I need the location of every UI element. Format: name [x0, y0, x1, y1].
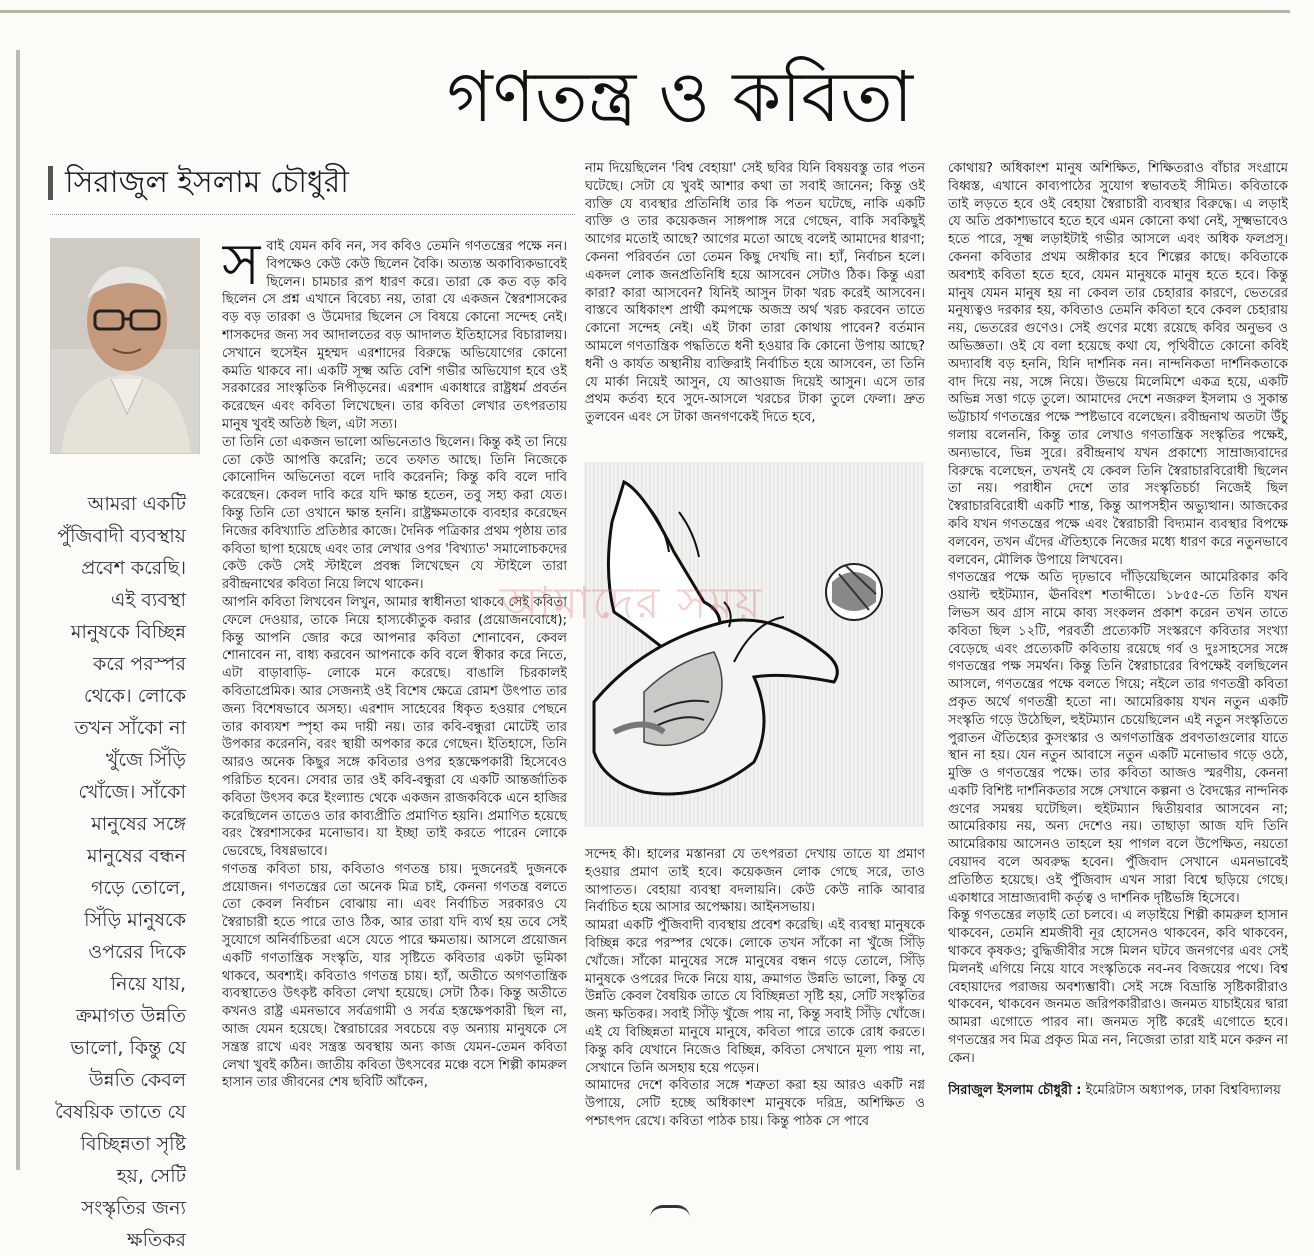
col1-paragraph: তা তিনি তো একজন ভালো অভিনেতাও ছিলেন। কিন্তু কই তা নিয়ে তো কেউ আপত্তি করেনি; তবে তফাত আছে। তিনি নিজেকে কোনোদিন অভিনেতা বলে দাবি করেননি; কিন্তু কবি বলে দাবি করেছেন। কেবল দাবি করে যদি ক্ষান্ত হতেন, তবু সহ্য করা যেত। কিন্তু তিনি তো ওখানে ক্ষান্ত হননি। রাষ্ট্রক্ষমতাকে ব্যবহার করেছেন নিজের কবিখ্যাতি প্রতিষ্ঠার কাজে। দৈনিক পত্রিকার প্রথম পৃষ্ঠায় তার কবিতা ছাপা হয়েছে এবং তার লেখার ওপর 'বিখ্যাত' সমালোচকদের কেউ কেউ সেই স্টাইলে প্রবন্ধ লিখেছেন যে স্টাইলে তারা রবীন্দ্রনাথের কবিতা নিয়ে লিখে থাকেন।	[222, 434, 567, 593]
col1-paragraph: বাই যেমন কবি নন, সব কবিও তেমনি গণতন্ত্রের পক্ষে নন। বিপক্ষেও কেউ কেউ ছিলেন বৈকি। অত্যন্ত অকাব্যিকভাবেই ছিলেন। চামচার রূপ ধারণ করে। তারা কে কত বড় কবি ছিলেন সে প্রশ্ন এখানে বিবেচ্য নয়, তারা যে একজন স্বৈরশাসকের বড় বড় তারকা ও উমেদার ছিলেন সে বিষয়ে কোনো সন্দেহ নেই। শাসকদের জন্য সব আদালতের বড় আদালত ইতিহাসের বিচারালয়। সেখানে হুসেইন মুহম্মদ এরশাদের বিরুদ্ধে অভিযোগের কোনো কমতি থাকবে না। একটি সূক্ষ্ম অতি বেশি গভীর অভিযোগ হবে ওই সরকারের সাংস্কৃতিক নিপীড়নের। এরশাদ একাধারে রাষ্ট্রধর্ম প্রবর্তন করেছেন এবং কবিতা লিখেছেন। তার কবিতা লেখার তৎপরতায় মানুষ খুবই অতিষ্ঠ ছিল, এটা সত্য।	[222, 239, 567, 432]
col2-paragraph: আমাদের দেশে কবিতার সঙ্গে শত্রুতা করা হয় আরও একটি নগ্ন উপায়ে, সেটি হচ্ছে অধিকাংশ মানুষকে দরিদ্র, অশিক্ষিত ও পশ্চাৎপদ রেখে। কবিতা পাঠক চায়। কিন্তু পাঠক সে পাবে	[585, 1078, 925, 1129]
watermark: আমাদের সময়	[500, 578, 763, 629]
byline-bar	[48, 166, 53, 200]
left-margin-rule	[16, 50, 20, 1170]
drop-cap: স	[222, 238, 261, 298]
article-column-1	[222, 238, 567, 1188]
author-name: সিরাজুল ইসলাম চৌধুরী	[65, 164, 349, 200]
page-footer-mark	[650, 1205, 690, 1218]
col2-paragraph: নাম দিয়েছিলেন 'বিশ্ব বেহায়া' সেই ছবির যিনি বিষয়বস্তু তার পতন ঘটেছে। সেটা যে খুবই আশার কথা তা সবাই জানেন; কিন্তু ওই ব্যক্তি যে ব্যবস্থার প্রতিনিধি তার কি পতন ঘটেছে, নাকি একটি ব্যক্তি ও তার কয়েকজন সাঙ্গপাঙ্গ সরে গেছেন, বাকি সবকিছুই আগের মতোই আছে? আগের মতো আছে বলেই আমাদের ধারণা; কেননা পরিবর্তন তো তেমন কিছু দেখছি না। হ্যাঁ, নির্বাচন হলে। একদল লোক জনপ্রতিনিধি হয়ে আসবেন সেটাও ঠিক। কিন্তু এরা কারা? কারা আসবেন? যিনিই আসুন টাকা খরচ করেই আসবেন। বাস্তবে অধিকাংশ প্রার্থী কমপক্ষে অজস্র অর্থ খরচ করবেন তাতে কোনো সন্দেহ নেই। এই টাকা তারা কোথায় পাবেন? বর্তমান আমলে গণতান্ত্রিক পদ্ধতিতে ধনী হওয়ার কি কোনো উপায় আছে? ধনী ও কার্যত অস্থানীয় ব্যক্তিরাই নির্বাচিত হয়ে আসবেন, তা তিনি যে মার্কা নিয়েই আসুন, যে আওয়াজ দিয়েই আসুন। এসে তার প্রথম কর্তব্য হবে সুদে-আসলে খরচের টাকা তুলে ফেলা। দ্রুত তুলবেন এবং সে টাকা জনগণকেই দিতে হবে,	[585, 161, 925, 426]
top-rule	[0, 10, 1290, 13]
byline	[48, 158, 568, 208]
author-note-name: সিরাজুল ইসলাম চৌধুরী :	[948, 1082, 1082, 1098]
col3-paragraph: কিন্তু গণতন্ত্রের লড়াই তো চলবে। এ লড়াইয়ে শিল্পী কামরুল হাসান থাকবেন, তেমনি শ্রমজীবী নূর হোসেনও থাকবেন, কবি থাকবেন, থাকবে কৃষকও; বুদ্ধিজীবীর সঙ্গে মিলন ঘটবে জনগণের এবং সেই মিলনই এগিয়ে নিয়ে যাবে সংস্কৃতিকে নব-নব বিজয়ের পথে। বিশ্ব বেহায়াদের পরাজয় অবশ্যম্ভাবী। সেই সঙ্গে বিভ্রান্তি সৃষ্টিকারীরাও থাকবেন, থাকবেন জনমত জরিপকারীরাও। জনমত যাচাইয়ের দ্বারা আমরা এগোতে পারব না। জনমত সৃষ্টি করেই এগোতে হবে। গণতন্ত্রের সব মিত্র প্রকৃত মিত্র নন, নিজেরা তারা যাই মনে করুন না কেন।	[948, 908, 1288, 1066]
hands-illustration	[584, 462, 924, 827]
col3-paragraph: কোথায়? অধিকাংশ মানুষ অশিক্ষিত, শিক্ষিতরাও বাঁচার সংগ্রামে বিধ্বস্ত, এখানে কাব্যপাঠের সুযোগ স্বভাবতই সীমিত। কবিতাকে তাই লড়তে হবে ওই বেহায়া স্বৈরাচারী ব্যবস্থার বিরুদ্ধে। এ লড়াই যে অতি প্রকাশ্যভাবে হতে হবে এমন কোনো কথা নেই, সূক্ষ্মভাবেও হতে পারে, সূক্ষ্ম লড়াইটাই গভীর আসলে এবং অধিক ফলপ্রসূ। কেননা কবিতার প্রথম অঙ্গীকার হবে শিল্পের কাছে। কবিতাকে অবশ্যই কবিতা হতে হবে, যেমন মানুষকে মানুষ হতে হবে। কিন্তু মানুষ যেমন মানুষ হয় না কেবল তার চেহারার কারণে, ভেতরের মনুষ্যত্বও দরকার হয়, কবিতাও তেমনি কবিতা হবে কেবল চেহারায় নয়, ভেতরের গুণেও। সেই গুণের মধ্যে রয়েছে কবির অনুভব ও অভিজ্ঞতা। ওই যে বলা হয়েছে কথা যে, পৃথিবীতে কোনো কবিই অদ্যাবধি বড় হননি, যিনি দার্শনিক নন। নান্দনিকতা দার্শনিকতাকে বাদ দিয়ে নয়, সঙ্গে নিয়ে। উভয়ে মিলেমিশে একত্র হয়ে, একটি অভিন্ন সত্তা গড়ে তুলে। আমাদের দেশে নজরুল ইসলাম ও সুকান্ত ভট্টাচার্য গণতন্ত্রের পক্ষে স্পষ্টভাবে বলেছেন। রবীন্দ্রনাথ অতটা উঁচু গলায় বলেননি, কিন্তু তার লেখাও গণতান্ত্রিক সংস্কৃতির পক্ষেই, অন্যভাবে, ভিন্ন সুরে। রবীন্দ্রনাথ যখন প্রকাশ্যে সাম্রাজ্যবাদের বিরুদ্ধে বলেছেন, তখনই যে কেবল তিনি স্বৈরাচারবিরোধী ছিলেন তা নয়। পরাধীন দেশে তার সংস্কৃতিচর্চা নিজেই ছিল স্বৈরাচারবিরোধী একটি শান্ত, কিন্তু আপসহীন অভ্যুত্থান। আজকের কবি যখন গণতন্ত্রের পক্ষে এবং স্বৈরাচারী বিদ্যমান ব্যবস্থার বিপক্ষে বলবেন, তখন এঁদের ঐতিহ্যকে নিজের মধ্যে ধারণ করে নতুনভাবে বলবেন, মৌলিক উপায়ে লিখবেন।	[948, 161, 1288, 568]
col2-paragraph: সন্দেহ কী। হালের মস্তানরা যে তৎপরতা দেখায় তাতে যা প্রমাণ হওয়ার প্রমাণ তাই হবে। কয়েকজন লোক গেছে সরে, তাও আপাতত। বেহায়া ব্যবস্থা বদলায়নি। কেউ কেউ নাকি আবার নির্বাচিত হয়ে আসার অপেক্ষায়। আইনসভায়।	[585, 847, 925, 916]
headline: গণতন্ত্র ও কবিতা	[446, 56, 914, 138]
article-column-3	[948, 160, 1288, 1155]
author-note-desc: ইমেরিটাস অধ্যাপক, ঢাকা বিশ্ববিদ্যালয়	[1085, 1082, 1281, 1098]
col2-paragraph: আমরা একটি পুঁজিবাদী ব্যবস্থায় প্রবেশ করেছি। এই ব্যবস্থা মানুষকে বিচ্ছিন্ন করে পরস্পর থেকে। লোকে তখন সাঁকো না খুঁজে সিঁড়ি খোঁজে। সাঁকো মানুষের সঙ্গে মানুষের বন্ধন গড়ে তোলে, সিঁড়ি মানুষকে ওপরের দিকে নিয়ে যায়, ক্রমাগত উন্নতি ভালো, কিন্তু যে উন্নতি কেবল বৈষয়িক তাতে যে বিচ্ছিন্নতা সৃষ্টি হয়, সেটি সংস্কৃতির জন্য ক্ষতিকর। সবাই সিঁড়ি খুঁজে পায় না, কিন্তু সবাই সিঁড়ি খোঁজে। এই যে বিচ্ছিন্নতা মানুষে মানুষে, কবিতা পারে তাকে রোধ করতে। কিন্তু কবি যেখানে নিজেও বিচ্ছিন্ন, কবিতা সেখানে মূল্য পায় না, সেখানে তিনি অসহায় হয়ে পড়েন।	[585, 918, 925, 1076]
hands-artwork	[584, 462, 924, 827]
pull-quote: আমরা একটি পুঁজিবাদী ব্যবস্থায় প্রবেশ করেছি। এই ব্যবস্থা মানুষকে বিচ্ছিন্ন করে পরস্পর থেকে। লোকে তখন সাঁকো না খুঁজে সিঁড়ি খোঁজে। সাঁকো মানুষের সঙ্গে মানুষের বন্ধন গড়ে তোলে, সিঁড়ি মানুষকে ওপরের দিকে নিয়ে যায়, ক্রমাগত উন্নতি ভালো, কিন্তু যে উন্নতি কেবল বৈষয়িক তাতে যে বিচ্ছিন্নতা সৃষ্টি হয়, সেটি সংস্কৃতির জন্য ক্ষতিকর	[54, 493, 186, 1251]
article-column-2-top	[585, 160, 925, 445]
col1-paragraph: গণতন্ত্র কবিতা চায়, কবিতাও গণতন্ত্র চায়। দুজনেরই দুজনকে প্রয়োজন। গণতন্ত্রের তো অনেক মিত্র চাই, কেননা গণতন্ত্র বলতে তো কেবল নির্বাচন বোঝায় না। এবং নির্বাচিত সরকারও যে স্বৈরাচারী হতে পারে তাও ঠিক, আর তারা যদি ব্যর্থ হয় তবে সেই সুযোগে অনির্বাচিতরা এসে যেতে পারে ক্ষমতায়। আসলে প্রয়োজন একটি গণতান্ত্রিক সংস্কৃতি, যার সৃষ্টিতে কবিতার একটা ভূমিকা থাকবে, অবশ্যই। কবিতাও গণতন্ত্র চায়। হ্যাঁ, অতীতে অগণতান্ত্রিক ব্যবস্থাতেও উৎকৃষ্ট কবিতা লেখা হয়েছে। সেটা ঠিক। কিন্তু অতীতে কখনও রাষ্ট্র এমনভাবে সর্বত্রগামী ও সর্বত্র হস্তক্ষেপকারী ছিল না, আজ যেমন হয়েছে। স্বৈরাচারের সবচেয়ে বড় অন্যায় মানুষকে সে সন্ত্রস্ত রাখে এবং সন্ত্রস্ত অবস্থায় অন্য কাজ যেমন-তেমন কবিতা লেখা খুবই কঠিন। জাতীয় কবিতা উৎসবের মঞ্চে বসে শিল্পী কামরুল হাসান তার জীবনের শেষ ছবিটি আঁকেন,	[222, 861, 567, 1091]
author-photo	[50, 238, 200, 454]
author-portrait-illustration	[51, 239, 199, 453]
byline-divider	[50, 214, 575, 215]
col1-paragraph: আপনি কবিতা লিখবেন লিখুন, আমার স্বাধীনতা থাকবে সেই কবিতা ফেলে দেওয়ার, তাকে নিয়ে হাস্যকৌতুক করার (প্রয়োজনবোধে); কিন্তু আপনি জোর করে আপনার কবিতা শোনাবেন, কেবল শোনাবেন না, বাধ্য করবেন আপনাকে কবি বলে স্বীকার করে নিতে, এটা বাড়াবাড়ি- লোকে মনে করেছে। বাঙালি চিরকালই কবিতাপ্রেমিক। আর সেজন্যই ওই বিশেষ ক্ষেত্রে রোমশ উৎপাত তার জন্য বিশেষভাবে অসহ্য। এরশাদ সাহেবের ধিকৃত হওয়ার পেছনে তার কাব্যযশ স্পৃহা কম দায়ী নয়। তার কবি-বন্ধুরা মোটেই তার উপকার করেননি, বরং স্থায়ী অপকার করে গেছেন। ইতিহাসে, তিনি আরও অনেক কিছুর সঙ্গে কবিতার ওপর হস্তক্ষেপকারী হিসেবেও পরিচিত হবেন। সেবার তার ওই কবি-বন্ধুরা যে একটি আন্তর্জাতিক কবিতা উৎসব করে ইংল্যান্ড থেকে একজন রাজকবিকে এনে হাজির করেছিলেন তাতেও তার কাব্যপ্রীতি প্রমাণিত হয়নি। প্রমাণিত হয়েছে বরং স্বৈরশাসকের মনোভাব। যা ইচ্ছা তাই করতে পারেন লোকে ভেবেছে, বিষণ্ণভাবে।	[222, 594, 567, 860]
col3-paragraph: গণতন্ত্রের পক্ষে অতি দৃঢ়ভাবে দাঁড়িয়েছিলেন আমেরিকার কবি ওয়াল্ট হুইটম্যান, ঊনবিংশ শতাব্দীতে। ১৮৫৫-তে তিনি যখন লিভস অব গ্রাস নামে কাব্য সংকলন প্রকাশ করেন তখন তাতে কবিতা ছিল ১২টি, পরবর্তী প্রত্যেকটি সংস্করণে কবিতার সংখ্যা বেড়েছে এবং প্রত্যেকটি কবিতায় রয়েছে গর্ব ও দুঃসাহসের সঙ্গে গণতন্ত্রের পক্ষ সমর্থন। কিন্তু তিনি স্বৈরাচারের বিপক্ষেই বলছিলেন আসলে, গণতন্ত্রের পক্ষে বলতে গিয়ে; নইলে তার গণতন্ত্রী কবিতা প্রকৃত অর্থে গণতন্ত্রী হতো না। আমেরিকায় যখন নতুন একটি সংস্কৃতি গড়ে উঠেছিল, হুইটম্যান চেয়েছিলেন এই নতুন সংস্কৃতিতে পুরাতন ঐতিহ্যের কুসংস্কার ও অগণতান্ত্রিক প্রবণতাগুলোর যাতে স্থান না হয়। যেন নতুন আবাসে নতুন একটি মনোভাব গড়ে ওঠে, মুক্তি ও গণতন্ত্রের পক্ষে। তার কবিতা আজও স্মরণীয়, কেননা একটি বিশিষ্ট দার্শনিকতার সঙ্গে সেখানে কল্পনা ও বৈদগ্ধের নান্দনিক গুণের সমন্বয় ঘটেছিল। হুইটম্যান দ্বিতীয়বার আসবেন না; আমেরিকায় নয়, অন্য দেশেও নয়। তাছাড়া আজ যদি তিনি আমেরিকায় আসেনও তাহলে হয় পাগল বলে উপেক্ষিত, নয়তো বেয়াদব বলে অবরুদ্ধ হবেন। পুঁজিবাদ সেখানে এমনভাবেই প্রতিষ্ঠিত হয়েছে। ওই পুঁজিবাদ এখন সারা বিশ্বে ছড়িয়ে গেছে। একাধারে সাম্রাজ্যবাদী কর্তৃত্ব ও দার্শনিক দৃষ্টিভঙ্গি হিসেবে।	[948, 570, 1288, 906]
author-note	[948, 1082, 1288, 1100]
article-column-2-bottom	[585, 846, 925, 1196]
